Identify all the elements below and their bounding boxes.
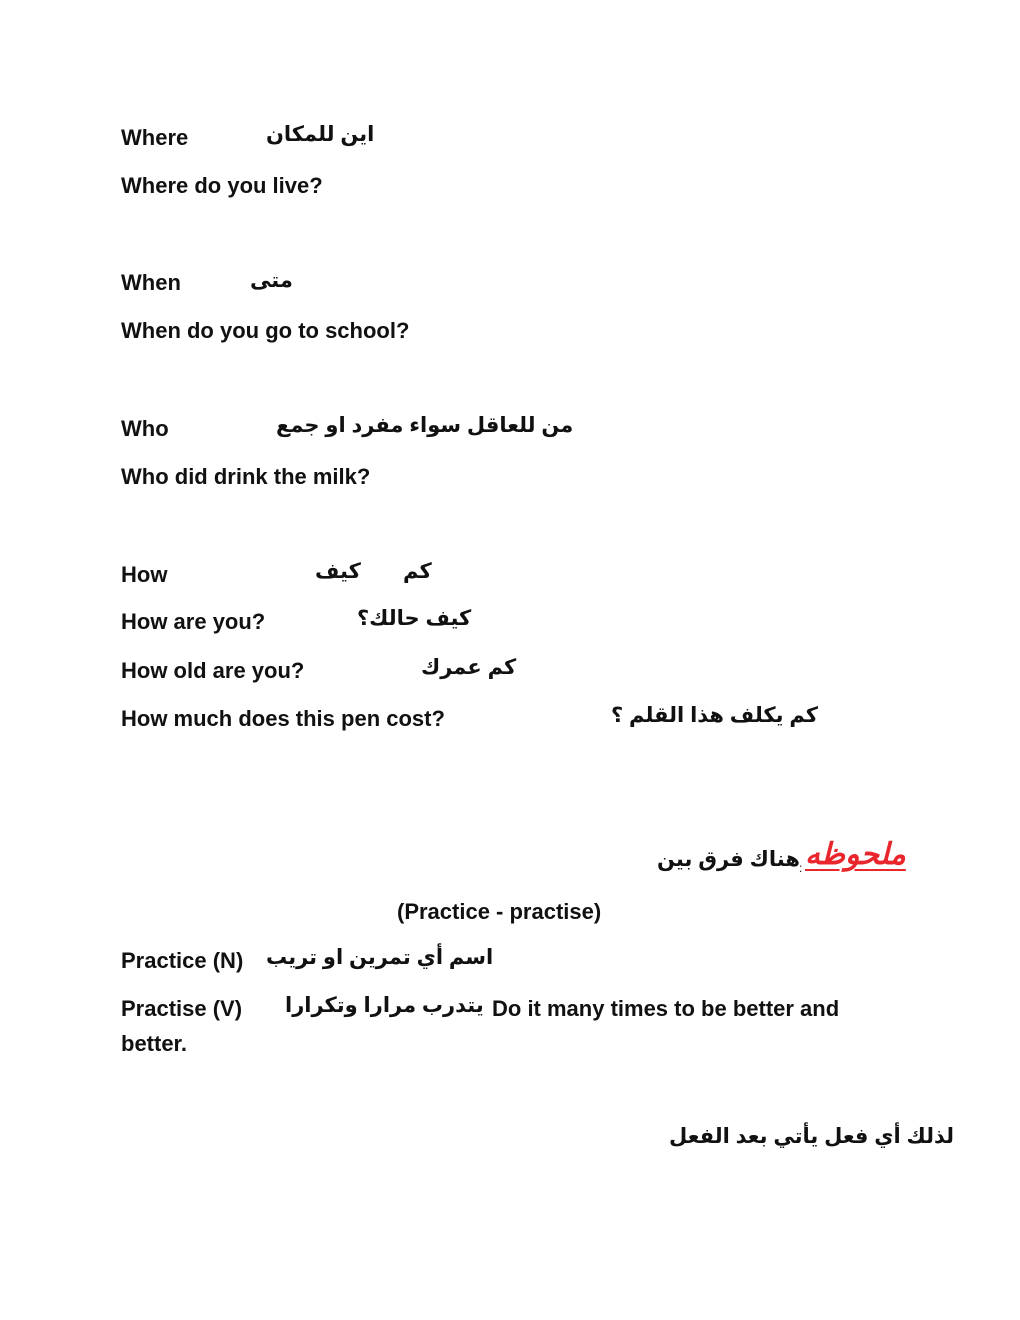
how-arabic-kam: كم bbox=[403, 560, 432, 583]
note-colon: : bbox=[799, 861, 803, 875]
where-example: Where do you live? bbox=[121, 173, 323, 198]
who-example: Who did drink the milk? bbox=[121, 464, 371, 489]
how-example-arabic: كيف حالك؟ bbox=[357, 607, 472, 630]
note-title: ملحوظه bbox=[805, 838, 906, 871]
verb-english-definition: Do it many times to be better and bbox=[492, 996, 840, 1021]
how-example-arabic: كم يكلف هذا القلم ؟ bbox=[611, 704, 819, 727]
when-word: When bbox=[121, 270, 181, 295]
how-example-arabic: كم عمرك bbox=[421, 656, 517, 679]
how-example-english: How old are you? bbox=[121, 658, 305, 683]
how-example-english: How are you? bbox=[121, 609, 266, 634]
when-example: When do you go to school? bbox=[121, 318, 410, 343]
who-word: Who bbox=[121, 416, 169, 441]
where-arabic: اين للمكان bbox=[266, 123, 375, 146]
note-text: هناك فرق بين bbox=[657, 848, 800, 871]
how-word: How bbox=[121, 562, 168, 587]
noun-arabic: اسم أي تمرين او تريب bbox=[266, 946, 494, 969]
who-arabic: من للعاقل سواء مفرد او جمع bbox=[276, 414, 574, 437]
how-example-english: How much does this pen cost? bbox=[121, 706, 445, 731]
how-arabic-kaif: كيف bbox=[315, 560, 361, 583]
practice-pair: (Practice - practise) bbox=[397, 899, 602, 924]
verb-english-definition-continued: better. bbox=[121, 1031, 188, 1056]
when-arabic: متى bbox=[250, 269, 293, 292]
noun-label: Practice (N) bbox=[121, 948, 244, 973]
verb-arabic: يتدرب مرارا وتكرارا bbox=[285, 994, 484, 1017]
verb-label: Practise (V) bbox=[121, 996, 243, 1021]
where-word: Where bbox=[121, 125, 189, 150]
conclusion-text: لذلك أي فعل يأتي بعد الفعل bbox=[669, 1125, 954, 1148]
